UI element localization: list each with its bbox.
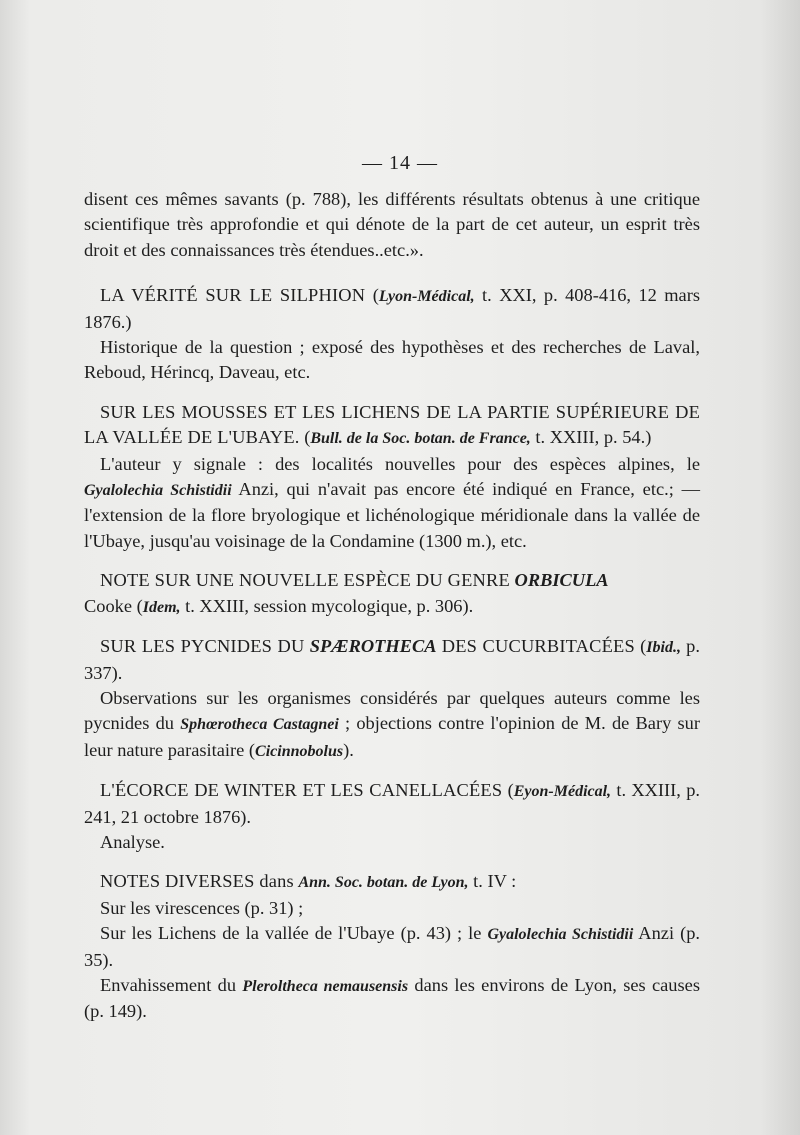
entry-body: Historique de la question ; exposé des hypothèses et des recherches de Laval, Reboud, Hérincq, Daveau, etc.: [84, 337, 700, 383]
entry-heading: [84, 283, 700, 335]
body-text: Anzi, qui n'avait pas encore été indiqué en France, etc.; — l'extension de la flore bryologique et lichénologique méridionale dans la vallée de l'Ubaye, jusqu'au voisinage de la Condamine (1300 m.), etc.: [84, 479, 700, 551]
entry-ref-line: [84, 594, 700, 620]
journal-ref: Eyon-Médical,: [513, 783, 612, 801]
journal-ref: Idem,: [142, 598, 181, 616]
entry-heading: [84, 568, 700, 593]
genus-name: Cicinnobolus: [255, 742, 344, 760]
entry-heading: [84, 869, 700, 895]
entry-title: L'ÉCORCE DE WINTER ET LES CANELLACÉES: [100, 780, 503, 801]
ref-open: (: [507, 780, 514, 801]
body-text: Observations sur les organismes considérés par quelques auteurs comme les pycnides du: [84, 687, 700, 734]
body-text: Anzi (p. 35).: [84, 923, 700, 970]
entry-mousses-lichens: [84, 400, 700, 554]
page-content: [84, 187, 700, 1025]
list-item: Sur les virescences (p. 31) ;: [100, 897, 304, 918]
entry-title: NOTES DIVERSES dans: [100, 871, 294, 892]
entry-heading: [84, 778, 700, 830]
entry-ecorce-winter: [84, 778, 700, 855]
entry-body: Analyse.: [100, 831, 165, 852]
body-text: Envahissement du: [100, 974, 243, 995]
entry-body: [84, 686, 700, 764]
entry-body: [84, 452, 700, 555]
entry-orbicula: [84, 568, 700, 620]
species-name: Gyalolechia Schistidii: [487, 926, 634, 944]
body-text: L'auteur y signale : des localités nouvelles pour des espèces alpines, le: [100, 453, 700, 474]
ref-open: (: [304, 427, 311, 448]
page-number: — 14 —: [362, 152, 438, 174]
species-name: Sphœrotheca Castagnei: [180, 716, 339, 734]
genus-name: ORBICULA: [514, 570, 609, 591]
ref-details: t. IV :: [468, 871, 517, 892]
journal-ref: Ibid.,: [646, 639, 681, 657]
entry-pycnides: [84, 634, 700, 764]
entry-notes-diverses: [84, 869, 700, 1024]
entry-title: SUR LES PYCNIDES DU: [100, 636, 305, 657]
species-name: Pleroltheca nemausensis: [242, 977, 409, 995]
ref-details: p. 337).: [84, 636, 700, 683]
body-text: Sur les Lichens de la vallée de l'Ubaye (p. 43) ; le: [100, 923, 488, 944]
intro-paragraph: disent ces mêmes savants (p. 788), les différents résultats obtenus à une critique scientifique très approfondie et qui dénote de la part de cet auteur, un esprit très droit et des connaissances très étendues..etc.».: [84, 189, 700, 260]
ref-details: t. XXIII, p. 54.): [530, 427, 652, 448]
body-text: ).: [343, 739, 354, 760]
entry-title-cont: DES CUCURBITACÉES: [441, 636, 635, 657]
list-item: [84, 973, 700, 1025]
body-text: dans les environs de Lyon, ses causes (p. 149).: [84, 974, 700, 1022]
ref-details: t. XXIII, p. 241, 21 octobre 1876).: [84, 780, 700, 827]
journal-ref: Bull. de la Soc. botan. de France,: [310, 430, 531, 448]
entry-title: SUR LES MOUSSES ET LES LICHENS DE LA PARTIE SUPÉRIEURE DE LA VALLÉE DE L'UBAYE.: [84, 401, 700, 448]
entry-heading: [84, 634, 700, 686]
journal-ref: Lyon-Médical,: [378, 288, 475, 306]
entry-silphion: [84, 283, 700, 386]
ref-details: t. XXI, p. 408-416, 12 mars 1876.): [84, 285, 700, 332]
body-text: ; objections contre l'opinion de M. de Bary sur leur nature parasitaire (: [84, 713, 700, 760]
entry-title: NOTE SUR UNE NOUVELLE ESPÈCE DU GENRE: [100, 570, 510, 591]
list-item: [84, 921, 700, 973]
entry-heading: [84, 400, 700, 452]
ref-open: (: [372, 285, 379, 306]
ref-details: t. XXIII, session mycologique, p. 306).: [180, 595, 474, 616]
species-name: Gyalolechia Schistidii: [84, 482, 232, 500]
ref-open: (: [640, 636, 647, 657]
body-text: Cooke (: [84, 595, 143, 616]
journal-ref: Ann. Soc. botan. de Lyon,: [298, 874, 469, 892]
entry-title: LA VÉRITÉ SUR LE SILPHION: [100, 285, 366, 306]
genus-name: SPÆROTHECA: [309, 636, 437, 657]
